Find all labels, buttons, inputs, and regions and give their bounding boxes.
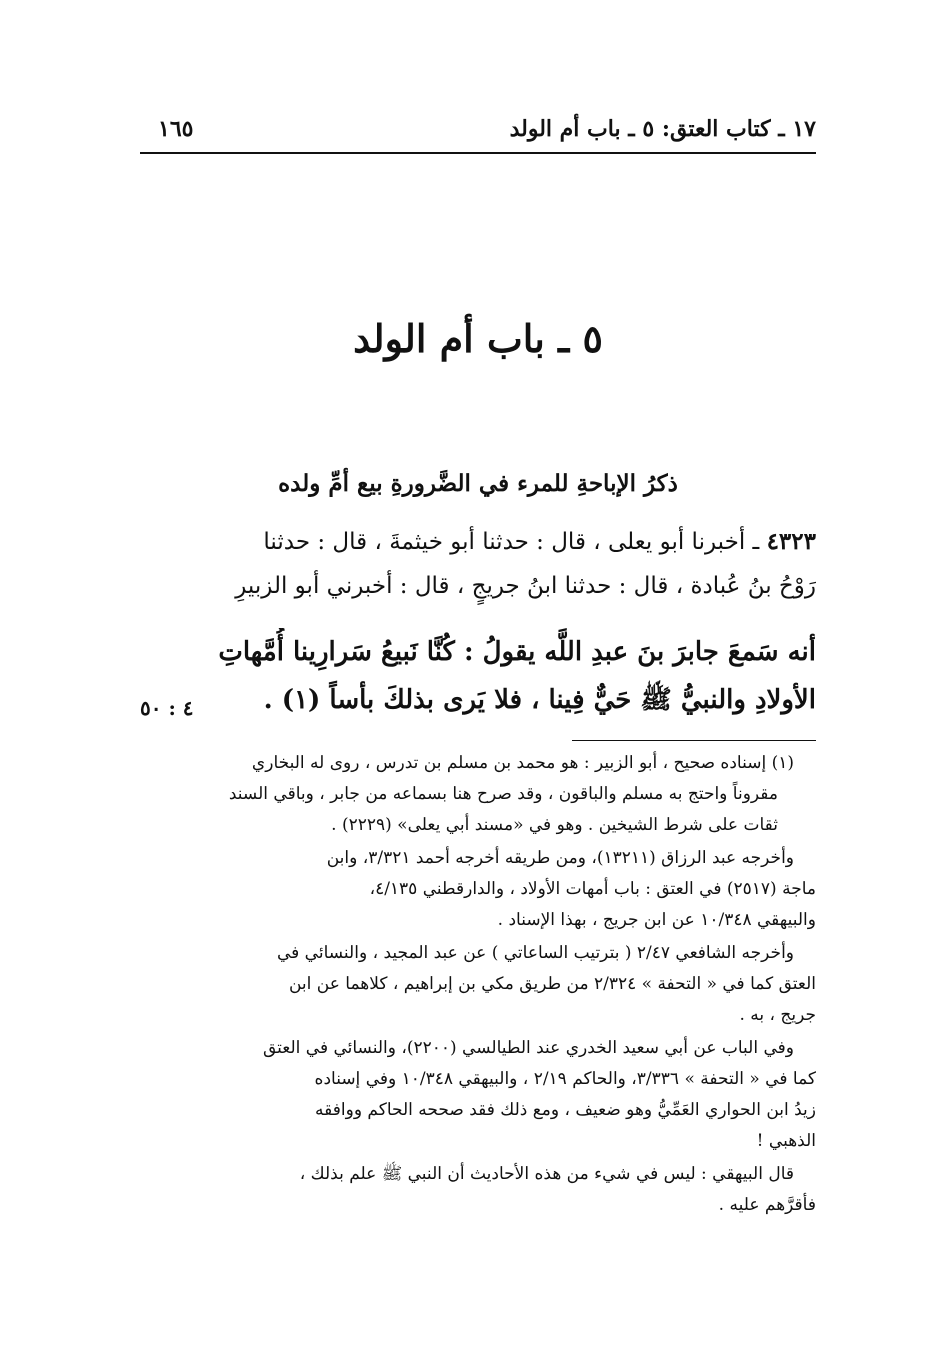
footnote-line: وأخرجه عبد الرزاق (١٣٢١١)، ومن طريقه أخرجه أحمد ٣/٣٢١، وابن	[326, 848, 794, 868]
volume-reference: ٤ : ٥٠	[140, 696, 194, 720]
footnote-line: زيدُ ابن الحواري العَمِّيُّ وهو ضعيف ، ومع ذلك فقد صححه الحاكم ووافقه	[315, 1100, 816, 1120]
matn-line: أنه سَمعَ جابرَ بنَ عبدِ اللَّه يقولُ : كُنَّا نَبيعُ سَرارِينا أُمَّهاتِ	[218, 637, 816, 667]
footnote-paragraph	[140, 1033, 816, 1157]
footnote-line: كما في « التحفة » ٣/٣٣٦، والحاكم ٢/١٩ ، والبيهقي ١٠/٣٤٨ وفي إسناده	[314, 1069, 816, 1089]
footnote-line: وفي الباب عن أبي سعيد الخدري عند الطيالسي (٢٢٠٠)، والنسائي في العتق	[262, 1038, 794, 1058]
hadith-matn	[140, 628, 816, 724]
footnotes	[140, 748, 816, 1223]
matn-line: الأولادِ والنبيُّ ﷺ حَيٌّ فِينا ، فلا يَرى بذلكَ بأساً (١) .	[263, 685, 816, 715]
footnote-line: جريج ، به .	[739, 1005, 816, 1025]
running-header	[140, 112, 816, 154]
footnote-line: الذهبي !	[756, 1131, 816, 1151]
footnote-paragraph	[140, 748, 816, 841]
footnote-line: مقروناً واحتج به مسلم والباقون ، وقد صرح هنا بسماعه من جابر ، وباقي السند	[228, 784, 778, 804]
footnote-paragraph	[140, 1159, 816, 1221]
footnote-paragraph	[140, 938, 816, 1031]
hadith-number: ٤٣٢٣	[766, 528, 816, 555]
footnote-line: ثقات على شرط الشيخين . وهو في «مسند أبي يعلى» (٢٢٢٩) .	[331, 815, 778, 835]
isnad-line: رَوْحُ بنُ عُبادة ، قال : حدثنا ابنُ جريجٍ ، قال : أخبرني أبو الزبيرِ	[235, 573, 816, 599]
footnote-divider	[572, 740, 816, 741]
isnad-line	[140, 520, 816, 564]
footnote-line: ماجة (٢٥١٧) في العتق : باب أمهات الأولاد ، والدارقطني ٤/١٣٥،	[369, 879, 816, 899]
isnad-text: ـ أخبرنا أبو يعلى ، قال : حدثنا أبو خيثمةَ ، قال : حدثنا	[263, 529, 760, 555]
footnote-line: فأقرَّهم عليه .	[718, 1195, 816, 1215]
page-number: ١٦٥	[158, 116, 194, 142]
hadith-isnad	[140, 520, 816, 608]
header-title: ١٧ ـ كتاب العتق: ٥ ـ باب أم الولد	[509, 116, 816, 142]
footnote-line: قال البيهقي : ليس في شيء من هذه الأحاديث أن النبي ﷺ علم بذلك ،	[299, 1164, 794, 1184]
footnote-line: العتق كما في « التحفة » ٢/٣٢٤ من طريق مكي بن إبراهيم ، كلاهما عن ابن	[288, 974, 816, 994]
chapter-title: ٥ ـ باب أم الولد	[353, 316, 603, 361]
footnote-line: (١) إسناده صحيح ، أبو الزبير : هو محمد بن مسلم بن تدرس ، روى له البخاري	[251, 753, 794, 773]
footnote-line: وأخرجه الشافعي ٢/٤٧ ( بترتيب الساعاتي ) عن عبد المجيد ، والنسائي في	[276, 943, 794, 963]
footnote-line: والبيهقي ١٠/٣٤٨ عن ابن جريج ، بهذا الإسناد .	[497, 910, 816, 930]
footnote-paragraph	[140, 843, 816, 936]
section-heading: ذكرُ الإباحةِ للمرء في الضَّرورةِ بيع أمِّ ولده	[278, 470, 678, 497]
